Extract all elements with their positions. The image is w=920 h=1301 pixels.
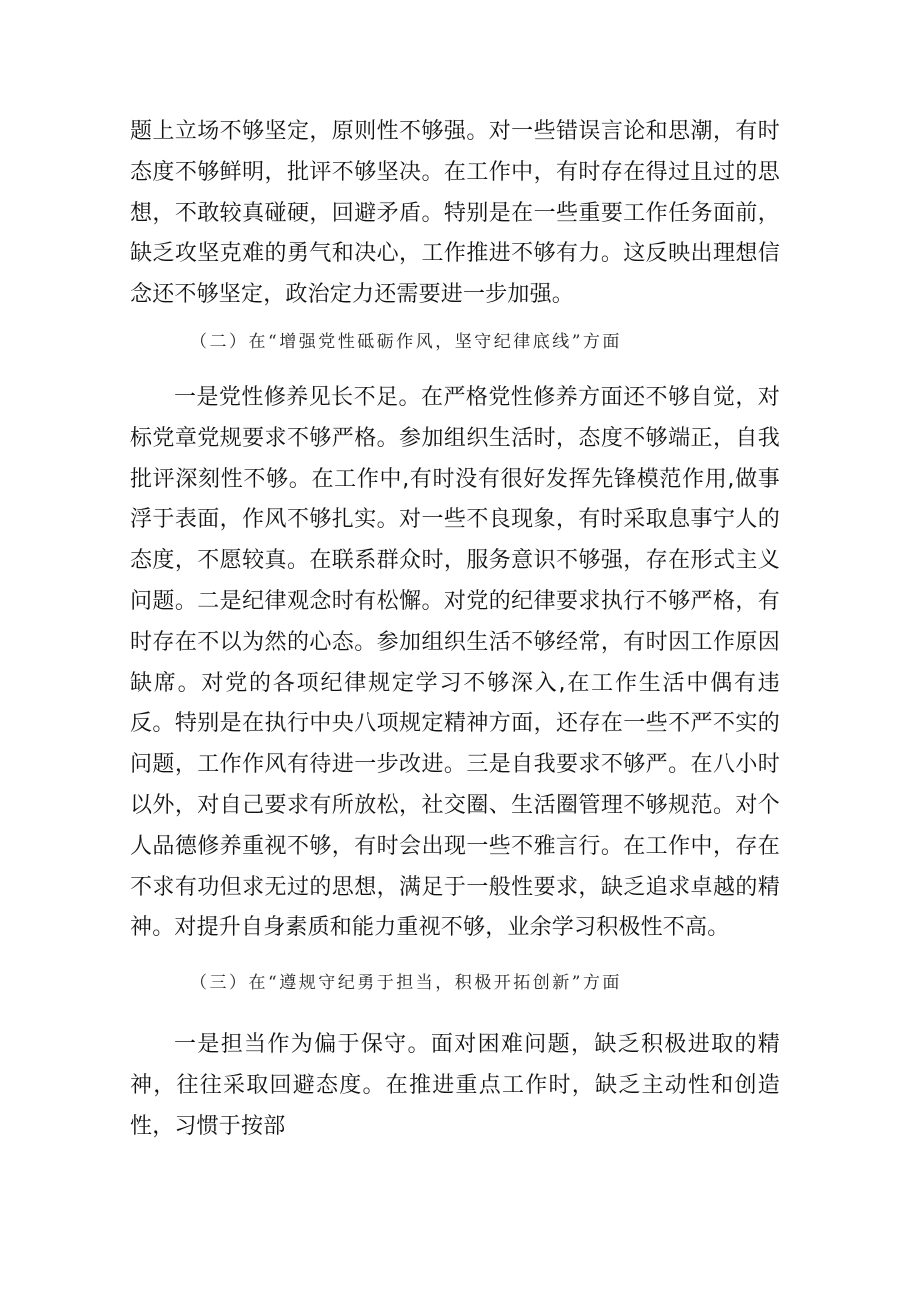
section-heading-3: （三）在“遵规守纪勇于担当，积极开拓创新”方面	[190, 973, 622, 994]
paragraph-continuation: 题上立场不够坚定，原则性不够强。对一些错误言论和思潮，有时态度不够鲜明，批评不够坚决。在工作中，有时存在得过且过的思想，不敢较真碰硬，回避矛盾。特别是在一些重要工作任务面前，缺乏攻坚克难的勇气和决心，工作推进不够有力。这反映出理想信念还不够坚定，政治定力还需要进一步加强。	[130, 119, 780, 308]
section-heading-2: （二）在“增强党性砥砺作风，坚守纪律底线”方面	[190, 331, 622, 352]
document-body	[130, 112, 780, 1148]
paragraph-section-3: 一是担当作为偏于保守。面对困难问题，缺乏积极进取的精神，往往采取回避态度。在推进重点工作时，缺乏主动性和创造性，习惯于按部	[130, 1032, 780, 1139]
paragraph-section-2: 一是党性修养见长不足。在严格党性修养方面还不够自觉，对标党章党规要求不够严格。参加组织生活时，态度不够端正，自我批评深刻性不够。在工作中,有时没有很好发挥先锋模范作用,做事浮于表面，作风不够扎实。对一些不良现象，有时采取息事宁人的态度，不愿较真。在联系群众时，服务意识不够强，存在形式主义问题。二是纪律观念时有松懈。对党的纪律要求执行不够严格，有时存在不以为然的心态。参加组织生活不够经常，有时因工作原因缺席。对党的各项纪律规定学习不够深入,在工作生活中偶有违反。特别是在执行中央八项规定精神方面，还存在一些不严不实的问题，工作作风有待进一步改进。三是自我要求不够严。在八小时以外，对自己要求有所放松，社交圈、生活圈管理不够规范。对个人品德修养重视不够，有时会出现一些不雅言行。在工作中，存在不求有功但求无过的思想，满足于一般性要求，缺乏追求卓越的精神。对提升自身素质和能力重视不够，业余学习积极性不高。	[130, 384, 780, 941]
